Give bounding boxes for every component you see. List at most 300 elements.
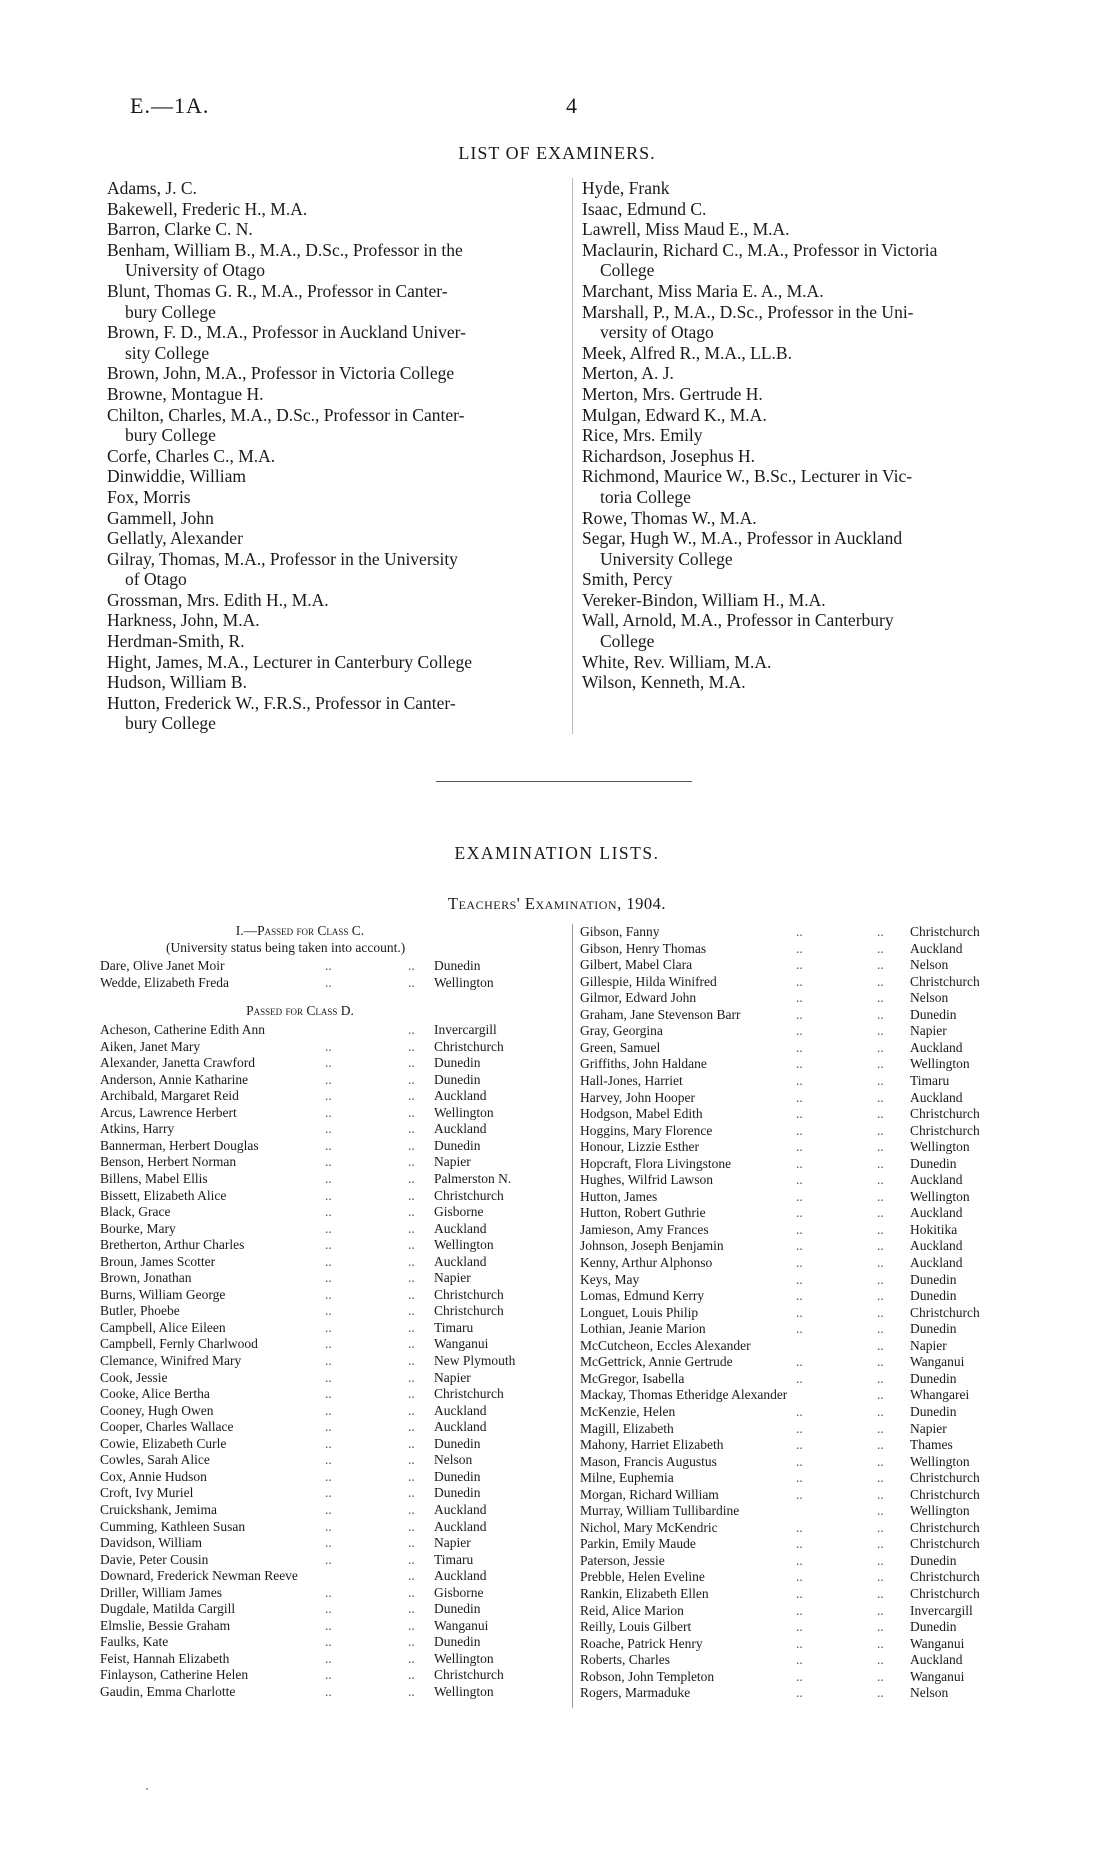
leader-dots: .. xyxy=(877,1652,884,1668)
candidate-row xyxy=(580,1271,1020,1288)
leader-dots: .. xyxy=(325,1237,332,1253)
candidate-name: Nichol, Mary McKendric xyxy=(580,1519,718,1535)
leader-dots: .. xyxy=(408,1501,415,1517)
leader-dots: .. xyxy=(325,1253,332,1269)
leader-dots: .. xyxy=(325,1137,332,1153)
examiner-entry xyxy=(107,549,567,590)
leader-dots: .. xyxy=(408,1452,415,1468)
candidate-name: Cook, Jessie xyxy=(100,1369,168,1385)
examiner-name: White, Rev. William, M.A. xyxy=(582,651,772,672)
leader-dots: .. xyxy=(877,1106,884,1122)
leader-dots: .. xyxy=(796,1255,803,1270)
candidate-name: Hopcraft, Flora Livingstone xyxy=(580,1155,732,1171)
candidate-row xyxy=(580,1089,1020,1106)
leader-dots: .. xyxy=(796,1354,803,1370)
candidate-name: McCutcheon, Eccles Alexander xyxy=(580,1337,751,1353)
candidate-row xyxy=(580,1552,1020,1569)
leader-dots: .. xyxy=(796,1155,803,1171)
candidate-place: Auckland xyxy=(434,1501,487,1517)
leader-dots: .. xyxy=(796,1288,803,1304)
examiner-entry xyxy=(107,199,567,220)
candidate-name: Arcus, Lawrence Herbert xyxy=(100,1104,237,1120)
leader-dots: .. xyxy=(877,1354,884,1370)
candidate-name: Campbell, Alice Eileen xyxy=(100,1319,226,1335)
candidate-place: Auckland xyxy=(910,1255,963,1270)
examiner-entry xyxy=(582,466,1037,507)
candidate-name: Cowles, Sarah Alice xyxy=(100,1452,210,1468)
examiner-name-continued: bury College xyxy=(125,425,216,446)
examiner-entry xyxy=(107,240,567,281)
examiner-name-continued: toria College xyxy=(600,486,691,507)
candidate-place: Whangarei xyxy=(910,1387,970,1403)
candidate-row xyxy=(580,973,1020,990)
leader-dots: .. xyxy=(408,1650,415,1666)
leader-dots: .. xyxy=(408,1551,415,1567)
examiner-entry xyxy=(107,672,567,693)
candidate-place: Napier xyxy=(910,1337,947,1353)
leader-dots: .. xyxy=(796,1569,803,1585)
candidate-name: Prebble, Helen Eveline xyxy=(580,1569,705,1585)
examiner-name: Herdman-Smith, R. xyxy=(107,631,245,652)
leader-dots: .. xyxy=(877,1288,884,1304)
candidate-name: Murray, William Tullibardine xyxy=(580,1503,740,1519)
candidate-place: Wanganui xyxy=(434,1336,489,1352)
candidate-place: New Plymouth xyxy=(434,1353,516,1368)
examiner-name: Mulgan, Edward K., M.A. xyxy=(582,404,767,425)
leader-dots: .. xyxy=(408,1220,415,1236)
candidate-name: Driller, William James xyxy=(100,1584,223,1600)
examiner-name: Brown, John, M.A., Professor in Victoria College xyxy=(107,363,455,384)
candidate-row xyxy=(100,1534,570,1551)
candidate-name: Roache, Patrick Henry xyxy=(580,1635,703,1651)
leader-dots: .. xyxy=(877,1056,884,1072)
candidate-name: Acheson, Catherine Edith Ann xyxy=(100,1022,265,1037)
examiner-name-continued: College xyxy=(600,631,655,652)
leader-dots: .. xyxy=(325,1270,332,1286)
examiner-entry xyxy=(582,281,1037,302)
candidate-row xyxy=(100,1600,570,1617)
leader-dots: .. xyxy=(325,1088,332,1104)
candidate-row xyxy=(580,1221,1020,1238)
candidate-name: Bretherton, Arthur Charles xyxy=(100,1237,245,1253)
candidate-place: Christchurch xyxy=(910,1519,980,1535)
candidate-row xyxy=(100,1302,570,1319)
examiner-name: Brown, F. D., M.A., Professor in Auckland Univer- xyxy=(107,322,466,343)
candidate-name: Clemance, Winifred Mary xyxy=(100,1353,242,1368)
candidate-name: Mason, Francis Augustus xyxy=(580,1453,717,1469)
leader-dots: .. xyxy=(796,1106,803,1122)
candidate-row xyxy=(100,1120,570,1137)
examiner-name: Fox, Morris xyxy=(107,486,191,507)
candidate-place: Dunedin xyxy=(434,1601,481,1617)
examiners-list-left xyxy=(107,178,567,734)
candidate-name: Hoggins, Mary Florence xyxy=(580,1122,713,1138)
candidate-name: Bissett, Elizabeth Alice xyxy=(100,1187,227,1203)
candidate-row xyxy=(100,1104,570,1121)
candidate-row xyxy=(580,1072,1020,1089)
candidate-place: Christchurch xyxy=(910,1486,980,1502)
candidate-place: Auckland xyxy=(434,1402,487,1418)
leader-dots: .. xyxy=(325,958,332,973)
leader-dots: .. xyxy=(408,1170,415,1186)
candidate-place: Palmerston N. xyxy=(434,1170,512,1186)
examiner-name: Benham, William B., M.A., D.Sc., Professor in the xyxy=(107,239,463,260)
candidate-place: Christchurch xyxy=(910,1304,980,1320)
leader-dots: .. xyxy=(796,1586,803,1601)
leader-dots: .. xyxy=(796,1619,803,1635)
candidate-place: Dunedin xyxy=(434,1468,481,1484)
candidate-place: Wanganui xyxy=(434,1617,489,1633)
leader-dots: .. xyxy=(408,1270,415,1286)
leader-dots: .. xyxy=(325,1386,332,1402)
candidate-name: Dare, Olive Janet Moir xyxy=(100,958,225,973)
candidate-place: Wellington xyxy=(910,1056,970,1072)
candidate-row xyxy=(580,1519,1020,1536)
leader-dots: .. xyxy=(408,1518,415,1534)
candidate-place: Christchurch xyxy=(910,1122,980,1138)
examiner-name-continued: University of Otago xyxy=(125,260,265,281)
examiner-name: Hyde, Frank xyxy=(582,178,670,198)
candidate-place: Dunedin xyxy=(434,1137,481,1153)
leader-dots: .. xyxy=(877,957,884,973)
leader-dots: .. xyxy=(408,1369,415,1385)
leader-dots: .. xyxy=(408,974,415,990)
leader-dots: .. xyxy=(796,1072,803,1088)
examiner-entry xyxy=(107,446,567,467)
examiner-name: Hight, James, M.A., Lecturer in Canterbury College xyxy=(107,651,472,672)
leader-dots: .. xyxy=(796,1370,803,1386)
leader-dots: .. xyxy=(796,1023,803,1039)
leader-dots: .. xyxy=(796,1668,803,1684)
leader-dots: .. xyxy=(325,1369,332,1385)
examiner-name: Harkness, John, M.A. xyxy=(107,610,260,631)
examiner-entry xyxy=(107,363,567,384)
examination-lists-title: EXAMINATION LISTS. xyxy=(454,843,660,863)
examiner-entry xyxy=(107,405,567,446)
leader-dots: .. xyxy=(877,1668,884,1684)
leader-dots: .. xyxy=(325,1402,332,1418)
candidate-place: Christchurch xyxy=(434,1187,504,1203)
leader-dots: .. xyxy=(408,1402,415,1418)
candidate-name: Graham, Jane Stevenson Barr xyxy=(580,1006,741,1022)
examiner-name: Meek, Alfred R., M.A., LL.B. xyxy=(582,342,792,363)
candidate-name: Cooke, Alice Bertha xyxy=(100,1386,210,1402)
candidate-place: Nelson xyxy=(910,990,949,1006)
candidate-place: Napier xyxy=(910,1420,947,1436)
candidate-place: Christchurch xyxy=(910,973,980,989)
examiner-entry xyxy=(582,343,1037,364)
leader-dots: .. xyxy=(877,1437,884,1453)
leader-dots: .. xyxy=(877,1238,884,1254)
leader-dots: .. xyxy=(796,1552,803,1568)
candidate-row xyxy=(580,1585,1020,1602)
leader-dots: .. xyxy=(877,1569,884,1585)
candidate-row xyxy=(100,1683,570,1700)
leader-dots: .. xyxy=(796,924,803,939)
candidate-place: Timaru xyxy=(434,1319,474,1335)
candidate-row xyxy=(580,1386,1020,1403)
document-reference: E.—1A. xyxy=(130,93,210,118)
candidate-name: Rogers, Marmaduke xyxy=(580,1685,691,1701)
candidate-row xyxy=(100,1236,570,1253)
leader-dots: .. xyxy=(408,958,415,973)
candidate-row xyxy=(580,1618,1020,1635)
candidate-place: Christchurch xyxy=(910,1536,980,1552)
candidate-name: Campbell, Fernly Charlwood xyxy=(100,1336,258,1352)
candidate-place: Timaru xyxy=(910,1072,950,1088)
examiner-entry xyxy=(582,425,1037,446)
examiner-name: Segar, Hugh W., M.A., Professor in Auckland xyxy=(582,528,903,549)
candidate-row xyxy=(580,1105,1020,1122)
candidate-place: Auckland xyxy=(910,1172,963,1188)
candidate-name: Morgan, Richard William xyxy=(580,1486,719,1502)
candidate-place: Christchurch xyxy=(434,1386,504,1402)
candidate-row xyxy=(580,1436,1020,1453)
examiner-entry xyxy=(582,610,1037,651)
teachers-examination-title: Teachers' Examination, 1904. xyxy=(448,894,666,913)
leader-dots: .. xyxy=(796,1056,803,1072)
leader-dots: .. xyxy=(408,1535,415,1551)
candidate-row xyxy=(100,1385,570,1402)
class-d-heading: Passed for Class D. xyxy=(246,1003,354,1018)
examiner-entry xyxy=(107,652,567,673)
candidate-name: Mahony, Harriet Elizabeth xyxy=(580,1437,724,1453)
candidate-row xyxy=(100,1269,570,1286)
candidate-row xyxy=(100,1054,570,1071)
candidate-name: Hutton, Robert Guthrie xyxy=(580,1205,706,1221)
candidate-row xyxy=(100,1038,570,1055)
leader-dots: .. xyxy=(877,1304,884,1320)
candidate-row xyxy=(580,1668,1020,1685)
examiner-name: Richmond, Maurice W., B.Sc., Lecturer in Vic- xyxy=(582,466,913,487)
candidate-place: Wellington xyxy=(434,1684,494,1699)
candidate-name: Wedde, Elizabeth Freda xyxy=(100,974,229,990)
candidate-place: Christchurch xyxy=(434,1038,504,1054)
candidate-place: Gisborne xyxy=(434,1204,484,1220)
leader-dots: .. xyxy=(408,1055,415,1071)
candidate-place: Napier xyxy=(434,1369,471,1385)
candidate-row xyxy=(580,1651,1020,1668)
candidate-place: Christchurch xyxy=(910,1586,980,1601)
examiner-name: Marshall, P., M.A., D.Sc., Professor in the Uni- xyxy=(582,301,914,322)
leader-dots: .. xyxy=(325,1468,332,1484)
candidate-place: Dunedin xyxy=(434,1435,481,1451)
candidate-row xyxy=(100,1584,570,1601)
candidate-row xyxy=(580,1486,1020,1503)
candidate-row xyxy=(100,1418,570,1435)
leader-dots: .. xyxy=(796,940,803,956)
leader-dots: .. xyxy=(325,1286,332,1302)
candidate-row xyxy=(580,923,1020,940)
leader-dots: .. xyxy=(408,1088,415,1104)
candidate-row xyxy=(580,1006,1020,1023)
candidate-row xyxy=(580,1403,1020,1420)
candidate-place: Gisborne xyxy=(434,1584,484,1600)
candidate-row xyxy=(580,1204,1020,1221)
examiner-name: Gammell, John xyxy=(107,507,214,528)
leader-dots: .. xyxy=(408,1154,415,1170)
leader-dots: .. xyxy=(877,1321,884,1337)
candidate-row xyxy=(580,1469,1020,1486)
leader-dots: .. xyxy=(408,1667,415,1683)
candidate-name: Cumming, Kathleen Susan xyxy=(100,1518,246,1534)
candidate-row xyxy=(100,1087,570,1104)
candidate-row xyxy=(580,1684,1020,1701)
candidate-name: Mackay, Thomas Etheridge Alexander xyxy=(580,1387,788,1403)
candidate-row xyxy=(580,940,1020,957)
candidate-row xyxy=(100,1518,570,1535)
leader-dots: .. xyxy=(877,1619,884,1635)
leader-dots: .. xyxy=(877,1387,884,1403)
candidate-place: Napier xyxy=(910,1023,947,1039)
candidate-name: Elmslie, Bessie Graham xyxy=(100,1617,231,1633)
candidate-place: Auckland xyxy=(434,1518,487,1534)
candidate-row xyxy=(580,1171,1020,1188)
examiner-entry xyxy=(107,219,567,240)
candidate-place: Auckland xyxy=(910,1652,963,1668)
leader-dots: .. xyxy=(877,1089,884,1105)
leader-dots: .. xyxy=(325,1452,332,1468)
candidate-row xyxy=(100,1402,570,1419)
leader-dots: .. xyxy=(877,1122,884,1138)
candidate-name: Parkin, Emily Maude xyxy=(580,1536,696,1552)
candidate-name: Magill, Elizabeth xyxy=(580,1420,674,1436)
candidate-place: Napier xyxy=(434,1535,471,1551)
examiner-name: Dinwiddie, William xyxy=(107,466,246,487)
leader-dots: .. xyxy=(408,1568,415,1584)
candidate-place: Napier xyxy=(434,1154,471,1170)
leader-dots: .. xyxy=(325,1303,332,1319)
examiner-entry xyxy=(582,219,1037,240)
candidate-name: Cox, Annie Hudson xyxy=(100,1468,207,1484)
candidate-place: Christchurch xyxy=(434,1303,504,1319)
leader-dots: .. xyxy=(325,1154,332,1170)
candidate-place: Nelson xyxy=(910,957,949,973)
leader-dots: .. xyxy=(796,1635,803,1651)
leader-dots: .. xyxy=(796,973,803,989)
examiner-name: Smith, Percy xyxy=(582,569,673,590)
leader-dots: .. xyxy=(877,1403,884,1419)
candidate-row xyxy=(580,1122,1020,1139)
candidate-row xyxy=(100,1451,570,1468)
candidate-name: Longuet, Louis Philip xyxy=(580,1304,699,1320)
candidate-place: Auckland xyxy=(434,1419,487,1435)
candidate-place: Dunedin xyxy=(910,1370,957,1386)
candidate-name: Cowie, Elizabeth Curle xyxy=(100,1435,227,1451)
leader-dots: .. xyxy=(408,1022,415,1037)
leader-dots: .. xyxy=(877,924,884,939)
candidate-name: Hodgson, Mabel Edith xyxy=(580,1106,703,1122)
leader-dots: .. xyxy=(325,1551,332,1567)
examiner-name: Chilton, Charles, M.A., D.Sc., Professor in Canter- xyxy=(107,404,465,425)
leader-dots: .. xyxy=(877,1155,884,1171)
examiner-entry xyxy=(582,363,1037,384)
leader-dots: .. xyxy=(325,1055,332,1071)
leader-dots: .. xyxy=(408,1187,415,1203)
examiner-name: Isaac, Edmund C. xyxy=(582,198,707,219)
examiner-name-continued: of Otago xyxy=(125,569,187,590)
examiner-entry xyxy=(107,590,567,611)
candidate-place: Auckland xyxy=(434,1088,487,1104)
examiner-name: Lawrell, Miss Maud E., M.A. xyxy=(582,219,790,240)
candidate-name: Reilly, Louis Gilbert xyxy=(580,1619,692,1635)
examiner-name: Hudson, William B. xyxy=(107,672,247,693)
examiner-name: Wilson, Kenneth, M.A. xyxy=(582,672,746,693)
examiner-name-continued: sity College xyxy=(125,342,210,363)
candidate-place: Wanganui xyxy=(910,1668,965,1684)
candidate-place: Napier xyxy=(434,1270,471,1286)
candidate-name: Jamieson, Amy Frances xyxy=(580,1221,709,1237)
candidate-name: Gibson, Fanny xyxy=(580,924,660,939)
candidate-row xyxy=(580,1138,1020,1155)
examiner-name: Maclaurin, Richard C., M.A., Professor in Victoria xyxy=(582,239,938,260)
examiner-name: Bakewell, Frederic H., M.A. xyxy=(107,198,308,219)
candidate-row xyxy=(100,1187,570,1204)
examiner-name: Blunt, Thomas G. R., M.A., Professor in Canter- xyxy=(107,280,448,301)
candidate-row xyxy=(580,1370,1020,1387)
candidate-row xyxy=(580,1055,1020,1072)
leader-dots: .. xyxy=(325,1435,332,1451)
leader-dots: .. xyxy=(325,1104,332,1120)
examiner-name: Merton, A. J. xyxy=(582,363,674,384)
leader-dots: .. xyxy=(408,1237,415,1253)
examiner-name: Adams, J. C. xyxy=(107,178,197,198)
examiner-entry xyxy=(107,631,567,652)
leader-dots: .. xyxy=(796,1453,803,1469)
leader-dots: .. xyxy=(796,1271,803,1287)
candidate-row xyxy=(580,1353,1020,1370)
examiner-entry xyxy=(107,178,567,199)
leader-dots: .. xyxy=(408,1253,415,1269)
candidate-place: Auckland xyxy=(910,1205,963,1221)
candidate-name: Hall-Jones, Harriet xyxy=(580,1072,683,1088)
leader-dots: .. xyxy=(796,1602,803,1618)
leader-dots: .. xyxy=(325,1584,332,1600)
candidate-place: Wellington xyxy=(910,1139,970,1155)
leader-dots: .. xyxy=(325,1121,332,1137)
leader-dots: .. xyxy=(408,1303,415,1319)
candidate-name: Gillespie, Hilda Winifred xyxy=(580,973,717,989)
candidate-name: Gray, Georgina xyxy=(580,1023,663,1039)
leader-dots: .. xyxy=(877,1420,884,1436)
candidate-name: Atkins, Harry xyxy=(100,1121,175,1137)
candidate-row xyxy=(100,1352,570,1369)
candidate-place: Auckland xyxy=(910,1238,963,1254)
examiner-entry xyxy=(107,610,567,631)
leader-dots: .. xyxy=(325,1667,332,1683)
candidate-place: Wanganui xyxy=(910,1354,965,1370)
candidate-name: Rankin, Elizabeth Ellen xyxy=(580,1586,709,1601)
examiner-entry xyxy=(582,178,1037,199)
candidate-row xyxy=(580,1287,1020,1304)
leader-dots: .. xyxy=(325,974,332,990)
leader-dots: .. xyxy=(796,1685,803,1701)
candidate-place: Nelson xyxy=(434,1452,473,1468)
leader-dots: .. xyxy=(796,1652,803,1668)
candidate-name: Davie, Peter Cousin xyxy=(100,1551,209,1567)
leader-dots: .. xyxy=(796,990,803,1006)
examiner-name: Richardson, Josephus H. xyxy=(582,445,756,466)
leader-dots: .. xyxy=(877,973,884,989)
leader-dots: .. xyxy=(408,1435,415,1451)
leader-dots: .. xyxy=(877,940,884,956)
candidate-row xyxy=(100,1071,570,1088)
candidate-name: Feist, Hannah Elizabeth xyxy=(100,1650,230,1666)
leader-dots: .. xyxy=(877,1039,884,1055)
paper-speck xyxy=(146,1788,148,1790)
examiner-entry xyxy=(582,508,1037,529)
leader-dots: .. xyxy=(325,1601,332,1617)
